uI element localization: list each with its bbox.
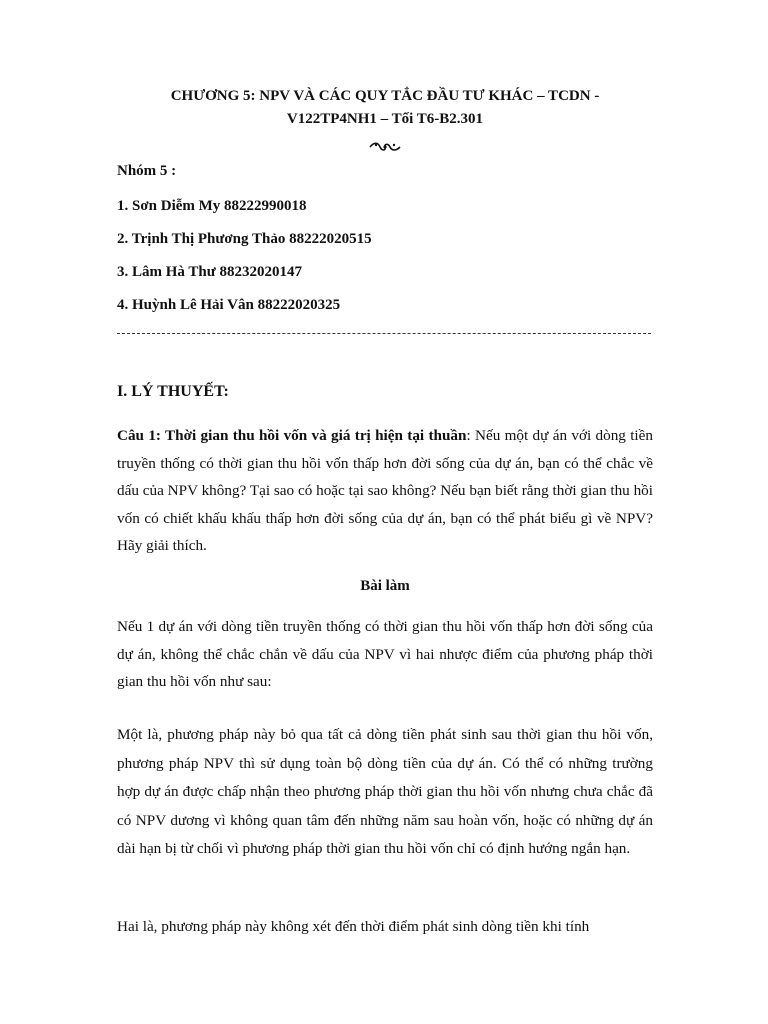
section-heading: I. LÝ THUYẾT:: [117, 383, 229, 400]
flourish-ornament-icon: [368, 141, 402, 153]
member-3: 3. Lâm Hà Thư 88232020147: [117, 264, 302, 280]
question-text: : Nếu một dự án với dòng tiền truyền thống có thời gian thu hồi vốn thấp hơn đời sống của dự án, bạn có thể chắc về dấu của NPV không? Tại sao có hoặc tại sao không? Nếu bạn biết rằng thời gian thu hồi vốn có chiết khấu khấu thấp hơn đời sống của dự án, bạn có thể phát biểu gì về NPV? Hãy giải thích.: [117, 427, 653, 554]
member-4: 4. Huỳnh Lê Hải Vân 88222020325: [117, 297, 341, 313]
answer-paragraph-1: Nếu 1 dự án với dòng tiền truyền thống có thời gian thu hồi vốn thấp hơn đời sống của dự án, không thể chắc chắn về dấu của NPV vì hai nhược điểm của phương pháp thời gian thu hồi vốn như sau:: [117, 618, 653, 690]
answer-paragraph-3: Hai là, phương pháp này không xét đến thời điểm phát sinh dòng tiền khi tính: [117, 918, 590, 935]
document-title-line-2: V122TP4NH1 – Tối T6-B2.301: [286, 111, 484, 127]
dashed-divider: [117, 333, 651, 334]
member-2: 2. Trịnh Thị Phương Thảo 88222020515: [117, 231, 372, 247]
question-label: Câu 1: Thời gian thu hồi vốn và giá trị hiện tại thuần: [117, 427, 467, 444]
group-label: Nhóm 5 :: [117, 163, 177, 179]
document-title-line-1: CHƯƠNG 5: NPV VÀ CÁC QUY TẮC ĐẦU TƯ KHÁC – TCDN -: [170, 88, 600, 104]
member-1: 1. Sơn Diễm My 88222990018: [117, 198, 307, 214]
answer-heading: Bài làm: [360, 578, 410, 594]
question-paragraph: [117, 422, 653, 560]
answer-paragraph-2: Một là, phương pháp này bỏ qua tất cả dòng tiền phát sinh sau thời gian thu hồi vốn, phương pháp NPV thì sử dụng toàn bộ dòng tiền của dự án. Có thể có những trường hợp dự án được chấp nhận theo phương pháp thời gian thu hồi vốn nhưng chưa chắc đã có NPV dương vì không quan tâm đến những năm sau hoàn vốn, hoặc có những dự án dài hạn bị từ chối vì phương pháp thời gian thu hồi vốn chỉ có định hướng ngắn hạn.: [117, 726, 653, 857]
